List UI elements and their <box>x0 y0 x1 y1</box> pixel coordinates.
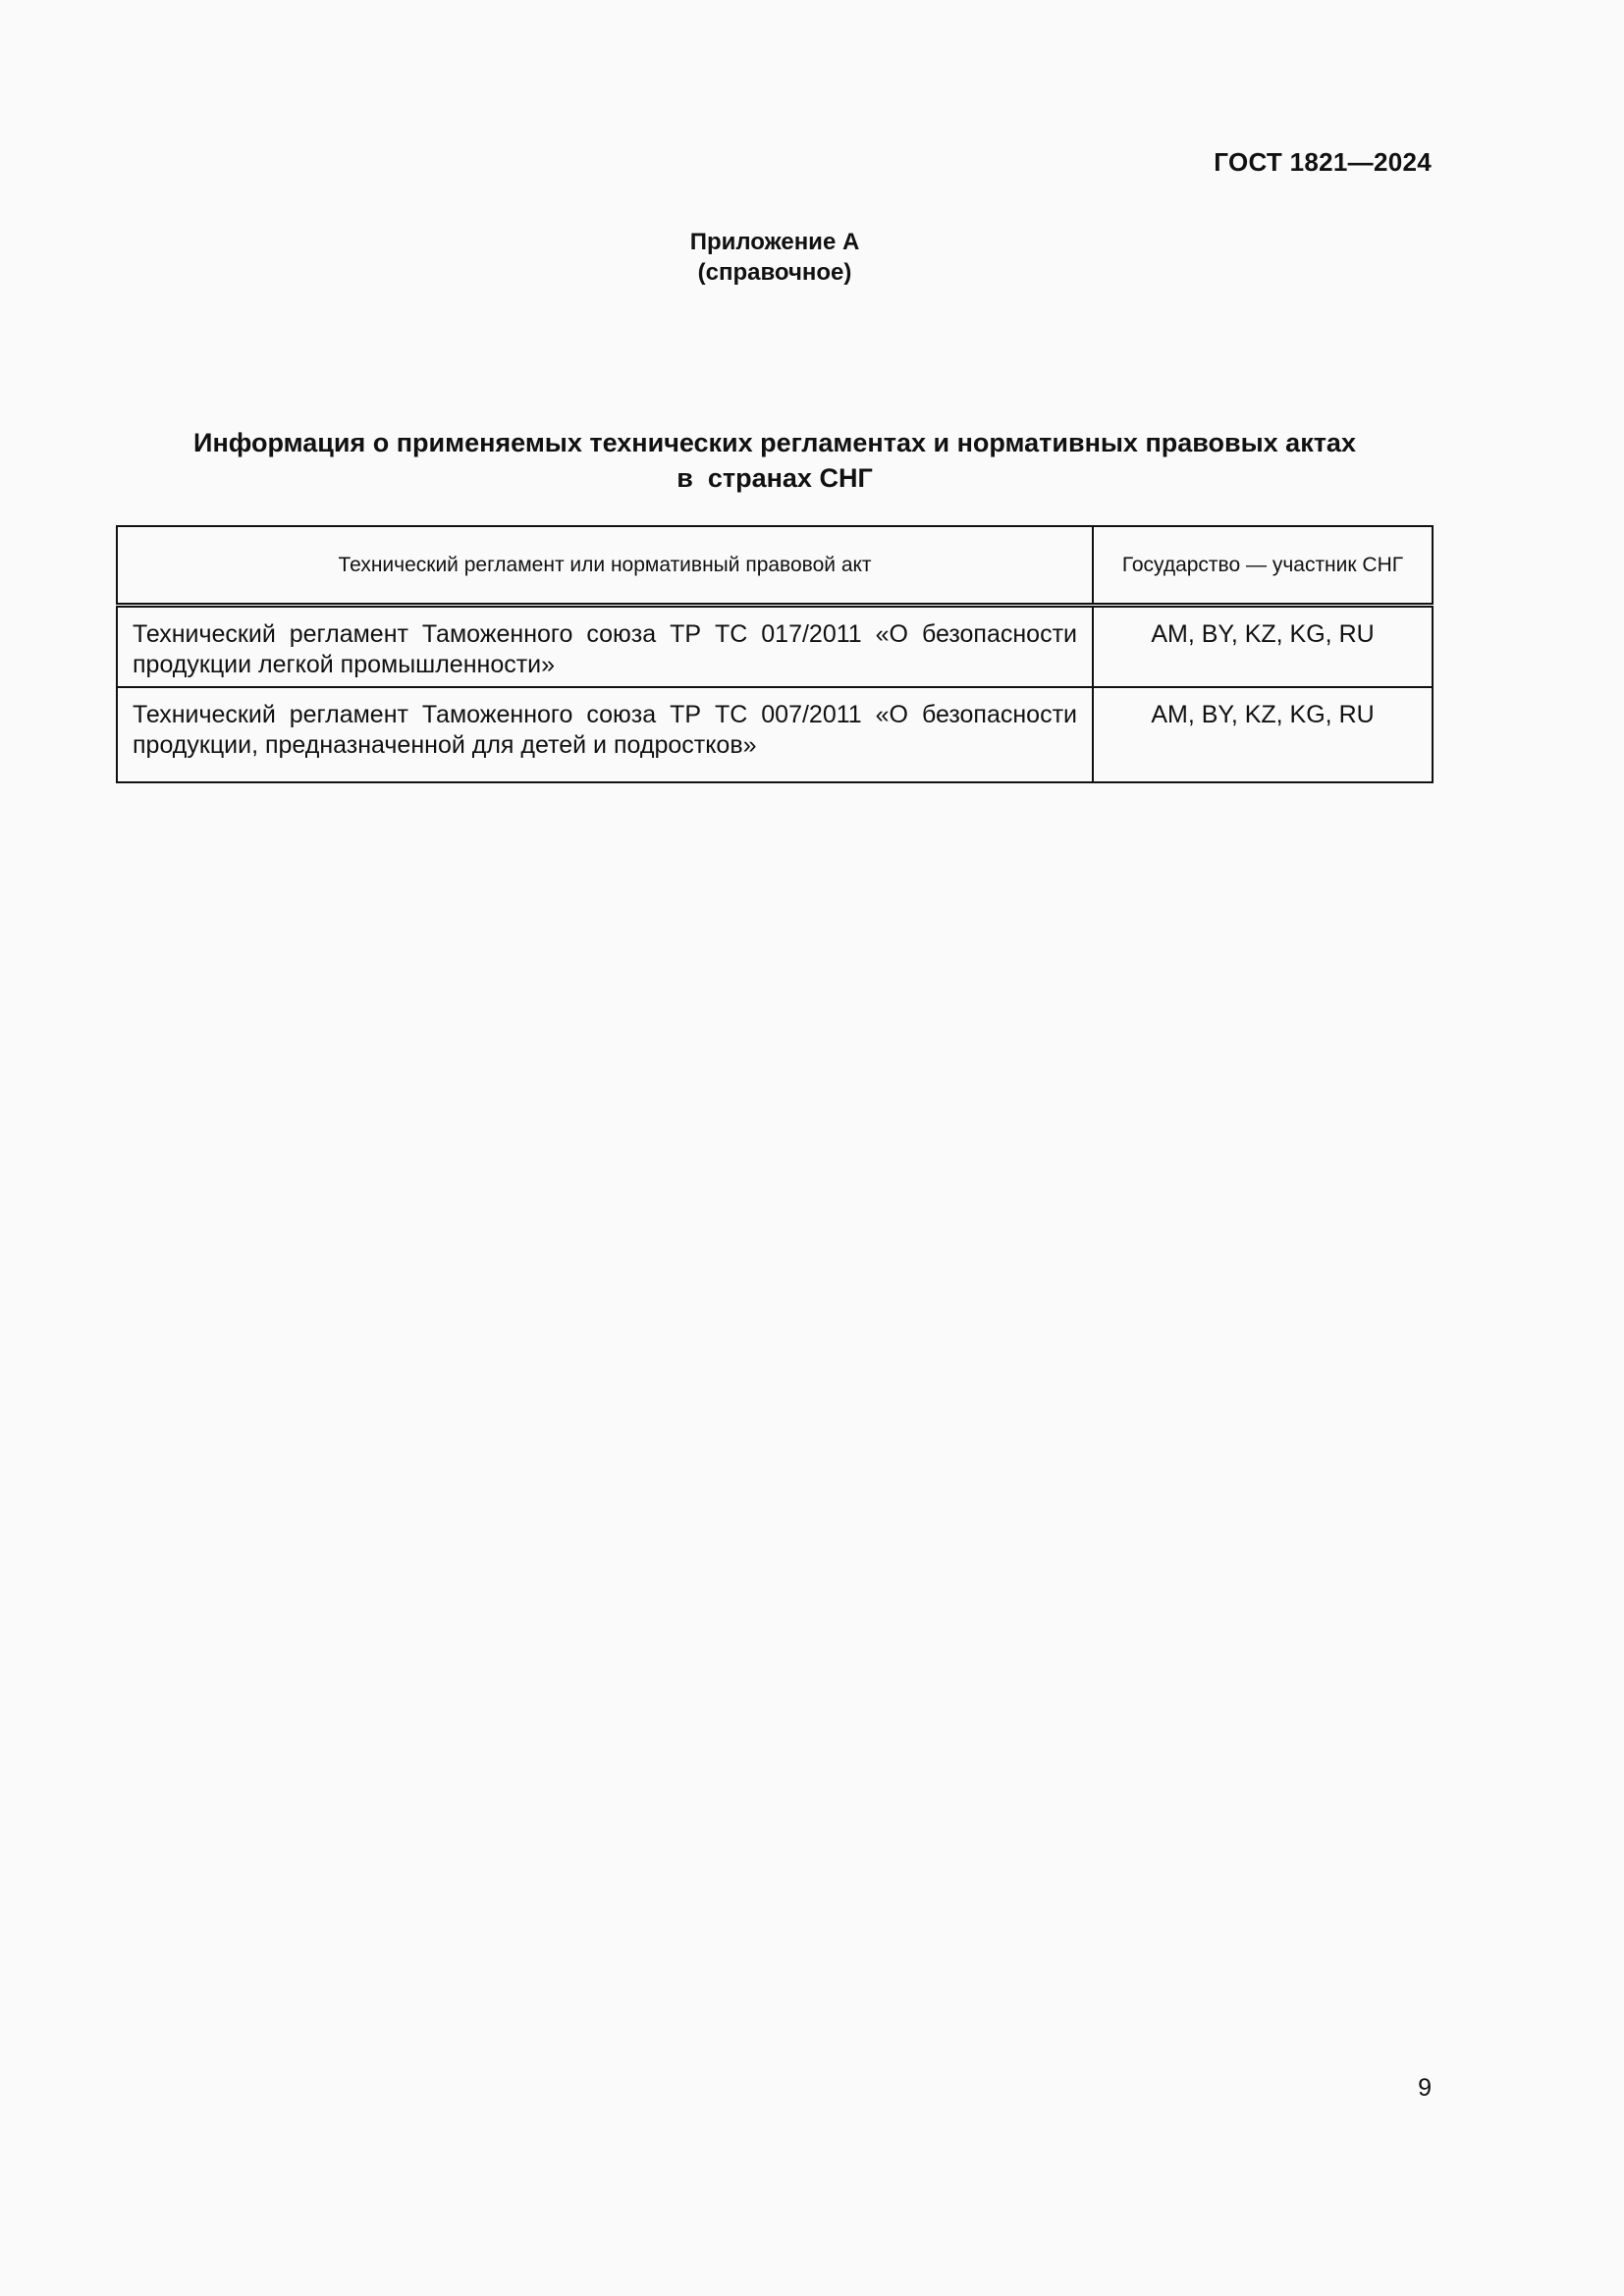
table-row <box>117 687 1433 782</box>
section-title-line-2: в странах СНГ <box>677 463 873 493</box>
act-cell <box>117 687 1093 782</box>
act-text: Технический регламент Таможенного союза ТР ТС 017/2011 «О безопасности продукции легкой промышленности» <box>133 620 1077 678</box>
appendix-label: Приложение А <box>689 229 860 255</box>
section-title-line-1: Информация о применяемых технических регламентах и нормативных правовых актах <box>193 428 1356 457</box>
appendix-heading <box>0 227 1549 288</box>
page-number: 9 <box>1418 2074 1432 2102</box>
document-code: ГОСТ 1821—2024 <box>1214 147 1432 177</box>
states-text: AM, BY, KZ, KG, RU <box>1151 620 1375 648</box>
column-header-states: Государство — участник СНГ <box>1093 526 1433 606</box>
states-text: AM, BY, KZ, KG, RU <box>1151 701 1375 728</box>
table-row <box>117 606 1433 688</box>
section-title <box>0 425 1549 496</box>
appendix-kind: (справочное) <box>697 259 852 286</box>
act-text: Технический регламент Таможенного союза ТР ТС 007/2011 «О безопасности продукции, предназначенной для детей и подростков» <box>133 701 1077 759</box>
table-header-row <box>117 526 1433 606</box>
states-cell <box>1093 606 1433 688</box>
regulations-table <box>116 525 1434 783</box>
act-cell <box>117 606 1093 688</box>
states-cell <box>1093 687 1433 782</box>
column-header-act: Технический регламент или нормативный правовой акт <box>117 526 1093 606</box>
